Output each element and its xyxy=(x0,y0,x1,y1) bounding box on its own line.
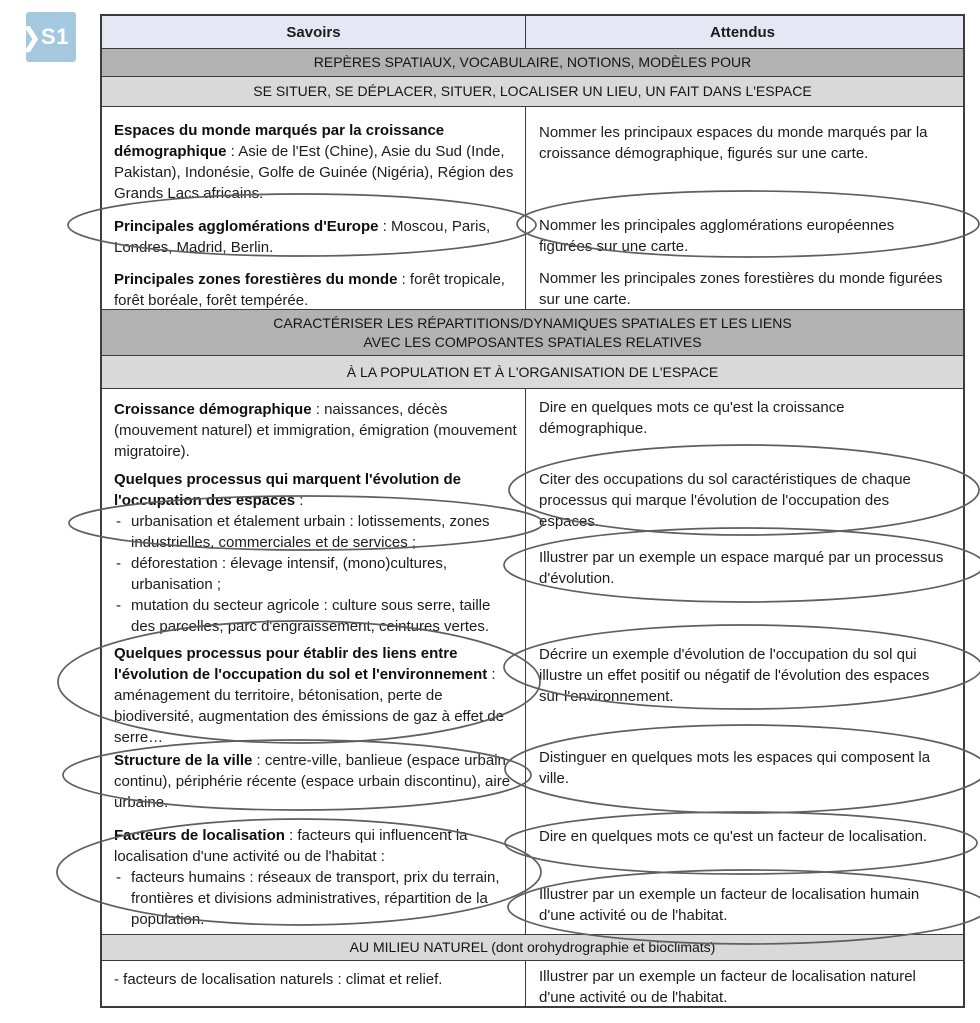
paragraph: Illustrer par un exemple un facteur de localisation humain d'une activité ou de l'habitat. xyxy=(539,886,920,924)
paragraph xyxy=(114,469,517,637)
paragraph xyxy=(114,120,517,204)
banner-text: AVEC LES COMPOSANTES SPATIALES RELATIVES xyxy=(363,333,702,350)
section-badge xyxy=(20,12,76,62)
table-row xyxy=(102,961,963,1006)
chevron-right-icon: ❯ xyxy=(20,22,42,52)
term-detail: : forêt tropicale, forêt boréale, forêt tempérée. xyxy=(114,271,505,309)
paragraph xyxy=(114,643,517,748)
term-detail: : centre-ville, banlieue (espace urbain continu), périphérie récente (espace urbain discontinu), aire urbaine. xyxy=(114,752,511,811)
term-label: Principales zones forestières du monde xyxy=(114,271,398,288)
savoirs-cell xyxy=(102,107,526,309)
paragraph xyxy=(114,750,517,813)
section-badge-label: S1 xyxy=(41,24,69,49)
term-label: Quelques processus qui marquent l'évolution de l'occupation des espaces xyxy=(114,471,461,509)
paragraph: Illustrer par un exemple un espace marqué par un processus d'évolution. xyxy=(539,549,944,587)
table-row xyxy=(102,389,963,935)
paragraph: Dire en quelques mots ce qu'est un facteur de localisation. xyxy=(539,828,928,845)
paragraph: - facteurs de localisation naturels : climat et relief. xyxy=(114,971,443,988)
paragraph xyxy=(114,269,517,311)
paragraph: Citer des occupations du sol caractéristiques de chaque processus qui marque l'évolution de l'occupation des espaces. xyxy=(539,471,911,530)
paragraph xyxy=(114,399,517,462)
paragraph: Illustrer par un exemple un facteur de localisation naturel d'une activité ou de l'habitat. xyxy=(539,968,916,1006)
term-label: Principales agglomérations d'Europe xyxy=(114,218,379,235)
list-item-text: facteurs humains : réseaux de transport, prix du terrain, frontières et divisions administratives, répartition de la population. xyxy=(131,869,500,928)
list-item-text: urbanisation et étalement urbain : lotissements, zones industrielles, commerciales et de services ; xyxy=(131,513,490,551)
curriculum-table xyxy=(100,14,965,1008)
term-label: Quelques processus pour établir des liens entre l'évolution de l'occupation du sol et l'environnement xyxy=(114,645,488,683)
paragraph xyxy=(114,825,517,930)
banner-text: AU MILIEU NATUREL (dont orohydrographie et bioclimats) xyxy=(349,939,716,955)
term-detail: : xyxy=(295,492,304,509)
list-item-text: mutation du secteur agricole : culture sous serre, taille des parcelles, parc d'engraissement, ceintures vertes. xyxy=(131,597,491,635)
paragraph: Nommer les principales agglomérations européennes figurées sur une carte. xyxy=(539,217,895,255)
paragraph xyxy=(114,216,517,258)
list-item-text: déforestation : élevage intensif, (mono)cultures, urbanisation ; xyxy=(131,555,448,593)
section-banner-milieu-naturel xyxy=(102,935,963,961)
savoirs-cell xyxy=(102,961,526,1006)
list-item xyxy=(114,511,517,553)
column-header-attendus: Attendus xyxy=(710,23,775,41)
attendus-cell xyxy=(526,389,959,934)
column-header-savoirs: Savoirs xyxy=(102,16,526,48)
attendus-cell xyxy=(526,961,959,1006)
section-banner-population xyxy=(102,356,963,389)
term-detail: : aménagement du territoire, bétonisation, perte de biodiversité, augmentation des émissions de gaz à effet de serre… xyxy=(114,666,504,746)
term-label: Facteurs de localisation xyxy=(114,827,285,844)
term-detail: : Asie de l'Est (Chine), Asie du Sud (Inde, Pakistan), Indonésie, Golfe de Guinée (Nigéria), Région des Grands Lacs africains. xyxy=(114,143,514,202)
term-detail: : facteurs qui influencent la localisation d'une activité ou de l'habitat : xyxy=(114,827,468,865)
banner-text: REPÈRES SPATIAUX, VOCABULAIRE, NOTIONS, MODÈLES POUR xyxy=(313,54,752,70)
list-item xyxy=(114,553,517,595)
section-banner-caracteriser xyxy=(102,310,963,356)
paragraph: Distinguer en quelques mots les espaces qui composent la ville. xyxy=(539,749,931,787)
paragraph: Décrire un exemple d'évolution de l'occupation du sol qui illustre un effet positif ou négatif de l'évolution des espaces sur l'environnement. xyxy=(539,646,930,705)
term-label: Croissance démographique xyxy=(114,401,312,418)
paragraph: Nommer les principales zones forestières du monde figurées sur une carte. xyxy=(539,270,943,308)
list-item xyxy=(114,595,517,637)
paragraph: Dire en quelques mots ce qu'est la croissance démographique. xyxy=(539,399,845,437)
list-item xyxy=(114,867,517,930)
term-detail: : Moscou, Paris, Londres, Madrid, Berlin. xyxy=(114,218,491,256)
banner-text: À LA POPULATION ET À L'ORGANISATION DE L'ESPACE xyxy=(346,363,719,380)
term-label: Structure de la ville xyxy=(114,752,253,769)
savoirs-cell xyxy=(102,389,526,934)
term-label: Espaces du monde marqués par la croissance démographique xyxy=(114,122,445,160)
section-banner-reperes xyxy=(102,49,963,77)
term-detail: : naissances, décès (mouvement naturel) et immigration, émigration (mouvement migratoire). xyxy=(114,401,517,460)
table-row xyxy=(102,107,963,310)
paragraph: Nommer les principaux espaces du monde marqués par la croissance démographique, figurés sur une carte. xyxy=(539,124,928,162)
attendus-cell xyxy=(526,107,959,309)
table-header-row xyxy=(102,16,963,49)
banner-text: CARACTÉRISER LES RÉPARTITIONS/DYNAMIQUES SPATIALES ET LES LIENS xyxy=(273,314,792,331)
section-banner-se-situer xyxy=(102,77,963,107)
banner-text: SE SITUER, SE DÉPLACER, SITUER, LOCALISER UN LIEU, UN FAIT DANS L'ESPACE xyxy=(253,83,812,99)
